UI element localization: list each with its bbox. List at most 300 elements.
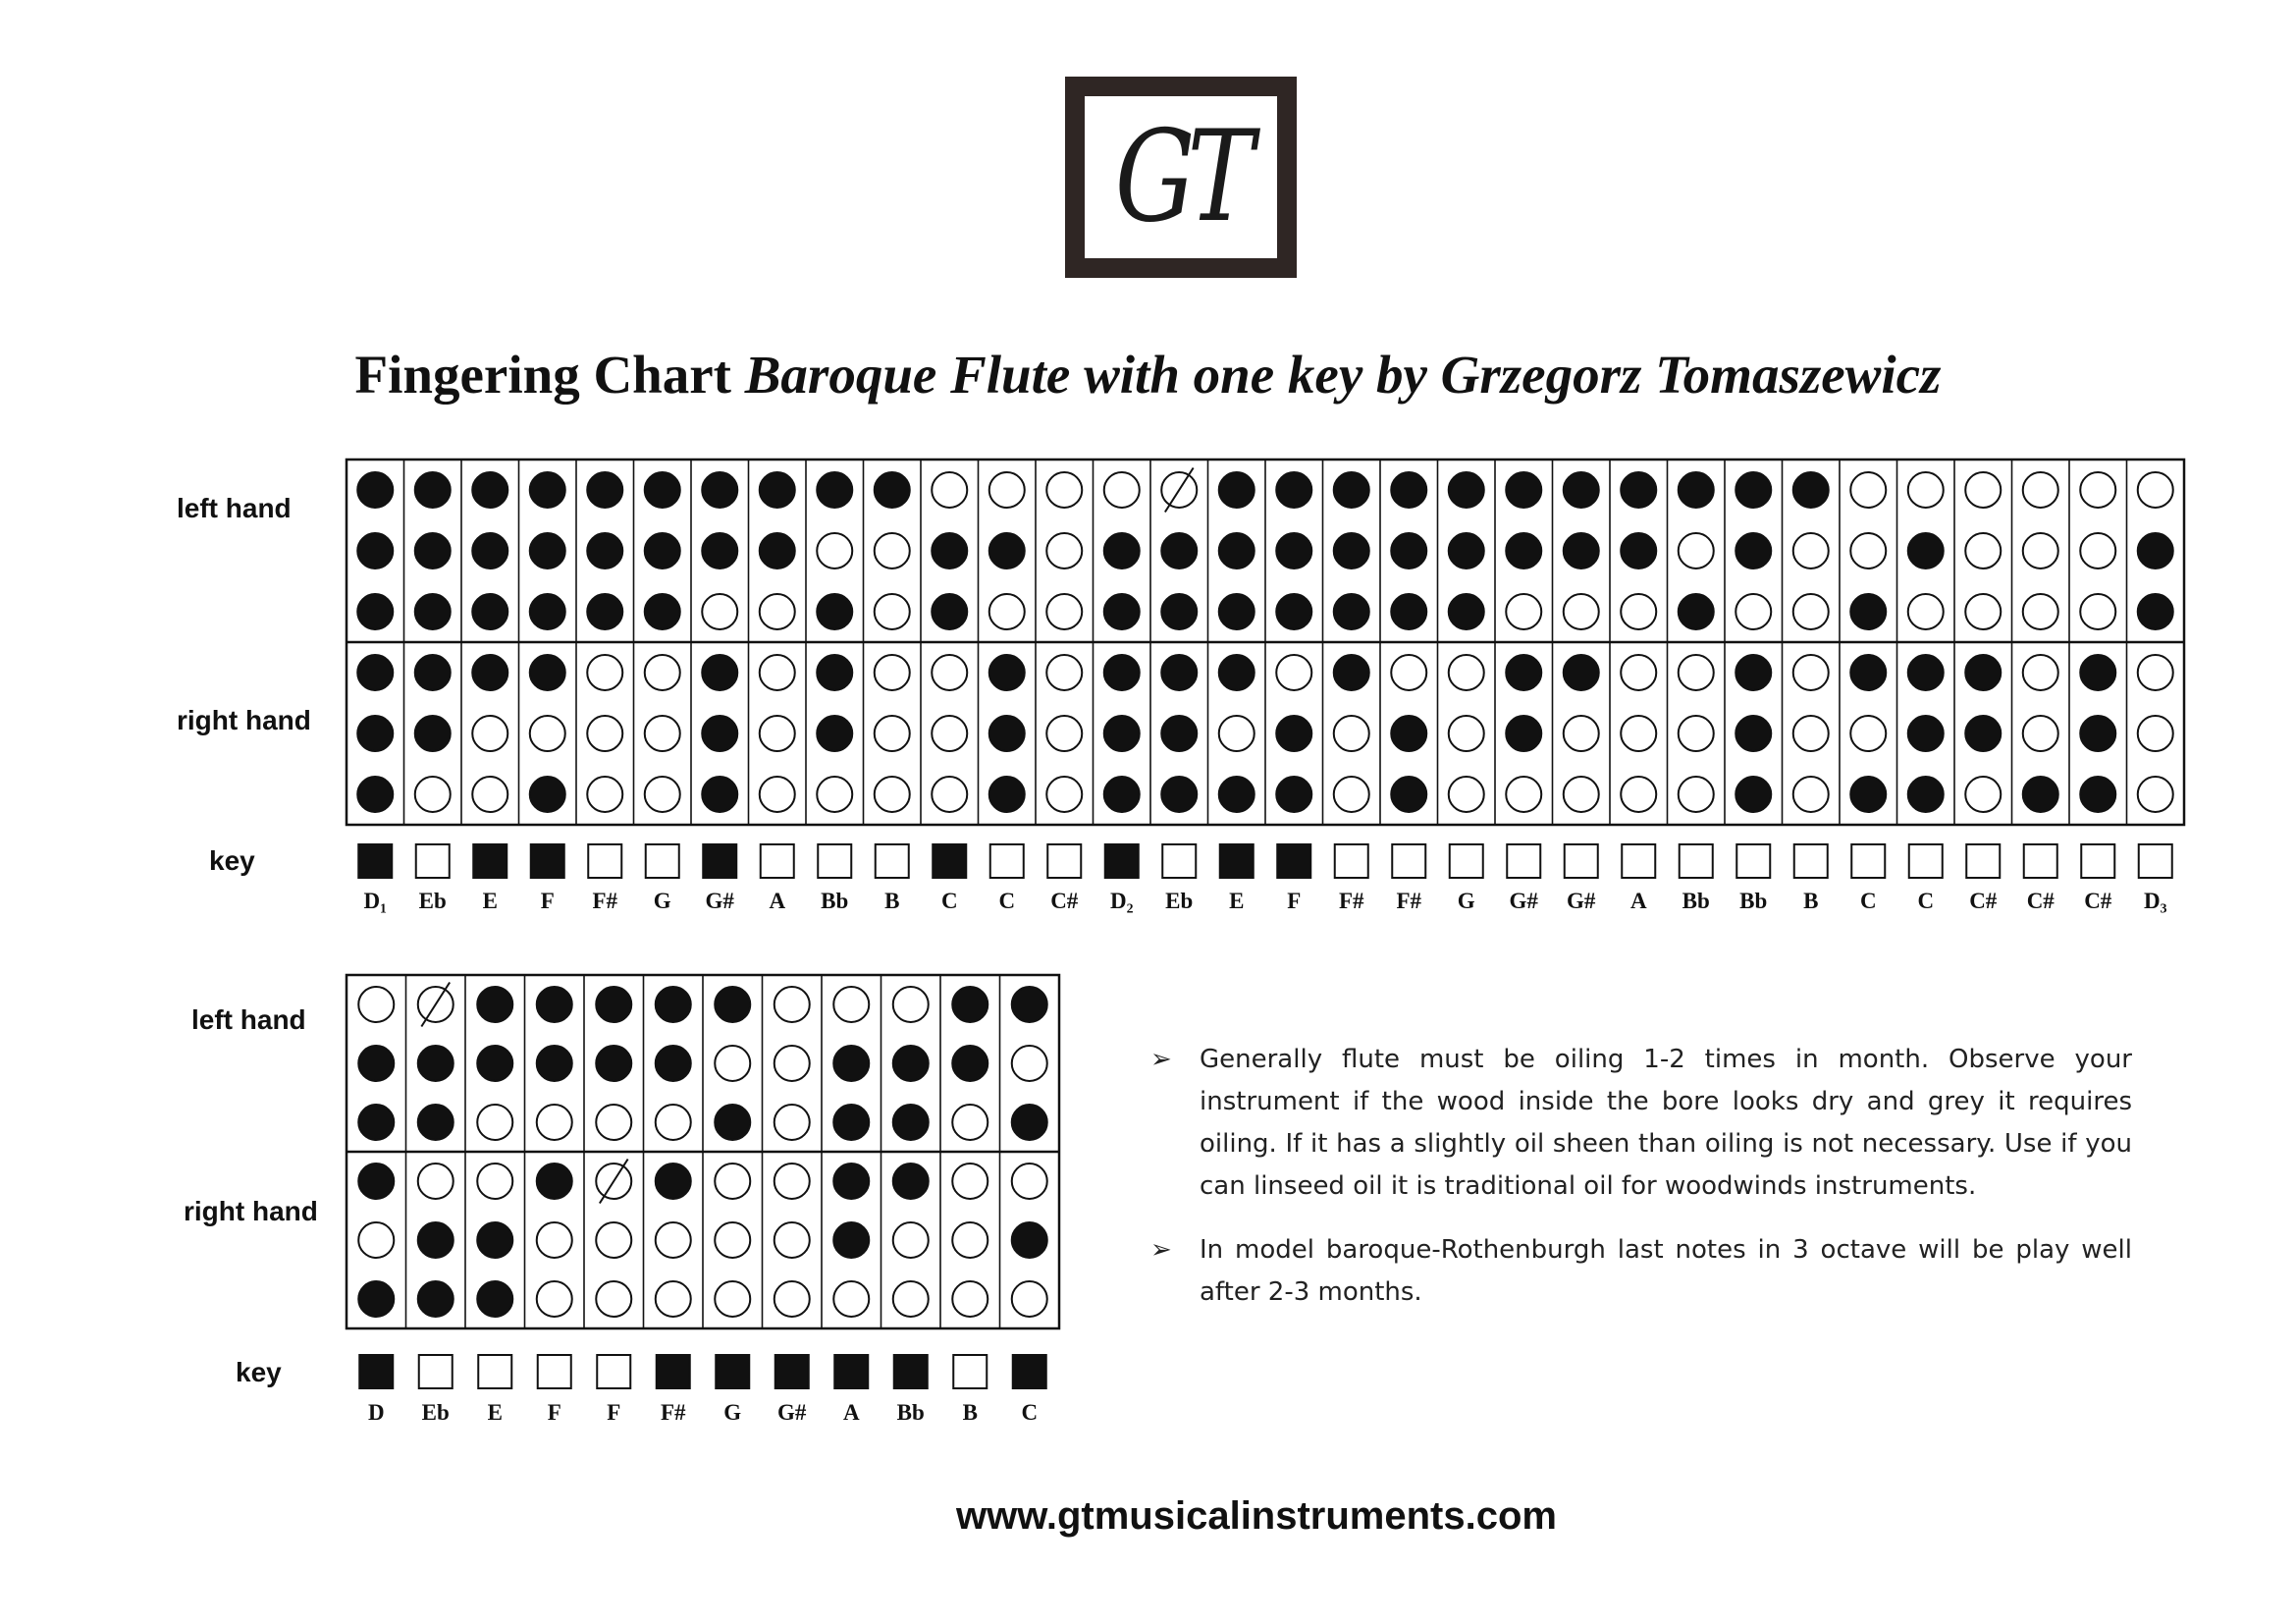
hole-closed bbox=[1161, 655, 1197, 690]
hole-closed bbox=[1276, 472, 1311, 508]
hole-closed bbox=[357, 716, 393, 751]
note-label: C bbox=[1859, 889, 1877, 913]
hole-open bbox=[715, 1222, 750, 1258]
hole-closed bbox=[358, 1105, 394, 1140]
hole-closed bbox=[1391, 716, 1426, 751]
hole-closed bbox=[596, 987, 631, 1022]
hole-open bbox=[817, 533, 852, 568]
hole-open bbox=[537, 1222, 572, 1258]
key-open bbox=[2081, 844, 2114, 878]
hole-open bbox=[2023, 472, 2058, 508]
hole-closed bbox=[1276, 594, 1311, 629]
hole-open bbox=[774, 1281, 810, 1317]
hole-open bbox=[587, 716, 622, 751]
key-open bbox=[646, 844, 679, 878]
logo-text: GT bbox=[1114, 103, 1248, 250]
hole-open bbox=[1046, 655, 1082, 690]
hole-closed bbox=[1449, 533, 1484, 568]
hole-open bbox=[1679, 716, 1714, 751]
key-open bbox=[761, 844, 794, 878]
hole-open bbox=[1276, 655, 1311, 690]
hole-closed bbox=[472, 533, 507, 568]
hole-open bbox=[1012, 1164, 1047, 1199]
hole-open bbox=[817, 777, 852, 812]
hole-closed bbox=[472, 594, 507, 629]
key-open bbox=[416, 844, 450, 878]
hole-open bbox=[2080, 594, 2115, 629]
hole-open bbox=[596, 1281, 631, 1317]
hole-closed bbox=[1735, 716, 1771, 751]
hole-open bbox=[932, 716, 967, 751]
hole-closed bbox=[418, 1105, 454, 1140]
hole-closed bbox=[989, 533, 1025, 568]
hole-closed bbox=[645, 594, 680, 629]
note-label: D bbox=[367, 1400, 385, 1425]
hole-closed bbox=[1161, 594, 1197, 629]
note-label: B bbox=[1803, 889, 1819, 913]
note-label: C# bbox=[1969, 889, 1998, 913]
note-label: Bb bbox=[896, 1400, 925, 1425]
hole-closed bbox=[530, 533, 565, 568]
hole-closed bbox=[1850, 594, 1886, 629]
hole-closed bbox=[645, 533, 680, 568]
hole-closed bbox=[2138, 533, 2173, 568]
hole-closed bbox=[1219, 777, 1255, 812]
hole-closed bbox=[477, 1222, 512, 1258]
care-notes bbox=[1150, 1039, 2132, 1335]
note-label: F bbox=[540, 889, 555, 913]
hole-open bbox=[472, 716, 507, 751]
hole-open bbox=[472, 777, 507, 812]
note-label: Eb bbox=[421, 1400, 450, 1425]
hole-open bbox=[596, 1105, 631, 1140]
hole-closed bbox=[1334, 533, 1369, 568]
note-label: D₃ bbox=[2143, 889, 2167, 913]
hole-open bbox=[893, 1222, 929, 1258]
hole-closed bbox=[530, 655, 565, 690]
hole-open bbox=[989, 472, 1025, 508]
hole-closed bbox=[833, 1222, 869, 1258]
hole-open bbox=[645, 716, 680, 751]
key-open bbox=[1966, 844, 2000, 878]
note-label: A bbox=[769, 889, 786, 913]
hole-open bbox=[875, 655, 910, 690]
key-open bbox=[990, 844, 1024, 878]
note-label: G bbox=[1457, 889, 1475, 913]
hole-closed bbox=[357, 533, 393, 568]
hole-closed bbox=[1219, 533, 1255, 568]
note-label: C# bbox=[2026, 889, 2055, 913]
key-pressed bbox=[473, 844, 507, 878]
hole-open bbox=[1621, 594, 1656, 629]
fingering-table-upper bbox=[347, 460, 2184, 913]
hole-open bbox=[1104, 472, 1140, 508]
hole-open bbox=[1793, 777, 1829, 812]
hole-closed bbox=[952, 1046, 988, 1081]
hole-open bbox=[833, 987, 869, 1022]
key-pressed bbox=[775, 1355, 809, 1388]
hole-closed bbox=[760, 533, 795, 568]
hole-closed bbox=[1679, 594, 1714, 629]
hole-open bbox=[1449, 655, 1484, 690]
key-open bbox=[1909, 844, 1943, 878]
note-label: D₂ bbox=[1109, 889, 1134, 913]
hole-closed bbox=[952, 987, 988, 1022]
hole-closed bbox=[1276, 777, 1311, 812]
hole-closed bbox=[1334, 655, 1369, 690]
hole-open bbox=[760, 777, 795, 812]
hole-half bbox=[1850, 472, 1886, 508]
hole-open bbox=[1046, 777, 1082, 812]
hole-open bbox=[1850, 533, 1886, 568]
hole-open bbox=[1965, 777, 2001, 812]
hole-open bbox=[1564, 777, 1599, 812]
hole-closed bbox=[1012, 1105, 1047, 1140]
hole-open bbox=[587, 777, 622, 812]
hole-closed bbox=[418, 1222, 454, 1258]
hole-open bbox=[1965, 533, 2001, 568]
hole-open bbox=[1679, 655, 1714, 690]
hole-open bbox=[358, 1222, 394, 1258]
key-open bbox=[597, 1355, 630, 1388]
hole-open bbox=[537, 1105, 572, 1140]
hole-closed bbox=[415, 655, 451, 690]
note-label: G# bbox=[777, 1400, 807, 1425]
hole-open bbox=[1012, 1046, 1047, 1081]
hole-open bbox=[645, 777, 680, 812]
hole-open bbox=[774, 1164, 810, 1199]
hole-open bbox=[893, 1281, 929, 1317]
hole-closed bbox=[587, 594, 622, 629]
care-note-item bbox=[1150, 1229, 2132, 1314]
hole-closed bbox=[1965, 716, 2001, 751]
hole-open bbox=[760, 716, 795, 751]
hole-open bbox=[952, 1222, 988, 1258]
hole-closed bbox=[715, 1105, 750, 1140]
hole-open bbox=[715, 1046, 750, 1081]
hole-closed bbox=[1219, 472, 1255, 508]
hole-open bbox=[1793, 594, 1829, 629]
hole-open bbox=[774, 1105, 810, 1140]
key-open bbox=[2139, 844, 2172, 878]
hole-open bbox=[2023, 655, 2058, 690]
note-label: C# bbox=[2084, 889, 2112, 913]
hole-open bbox=[1908, 594, 1944, 629]
hole-open bbox=[1046, 472, 1082, 508]
hole-closed bbox=[477, 987, 512, 1022]
note-label: G bbox=[653, 889, 671, 913]
hole-closed bbox=[1391, 533, 1426, 568]
note-label: F# bbox=[1338, 889, 1364, 913]
hole-open bbox=[952, 1281, 988, 1317]
note-label: E bbox=[487, 1400, 503, 1425]
hole-closed bbox=[1506, 533, 1541, 568]
hole-open bbox=[1334, 777, 1369, 812]
hole-closed bbox=[1391, 777, 1426, 812]
note-label: Eb bbox=[1165, 889, 1194, 913]
hole-open bbox=[875, 594, 910, 629]
hole-open bbox=[932, 472, 967, 508]
hole-closed bbox=[875, 472, 910, 508]
key-pressed bbox=[358, 844, 392, 878]
hole-open bbox=[1793, 655, 1829, 690]
hole-open bbox=[1965, 594, 2001, 629]
hole-open bbox=[358, 987, 394, 1022]
key-open bbox=[818, 844, 851, 878]
hole-open bbox=[1334, 716, 1369, 751]
hole-open bbox=[1449, 716, 1484, 751]
hole-closed bbox=[1219, 655, 1255, 690]
care-note-item bbox=[1150, 1039, 2132, 1208]
hole-closed bbox=[358, 1164, 394, 1199]
hole-closed bbox=[1449, 472, 1484, 508]
note-label: F# bbox=[592, 889, 618, 913]
hole-open bbox=[477, 1105, 512, 1140]
hole-open bbox=[1564, 716, 1599, 751]
note-label: E bbox=[1229, 889, 1245, 913]
arrow-bullet-icon: ➢ bbox=[1150, 1045, 1172, 1074]
hole-closed bbox=[537, 987, 572, 1022]
note-label: F bbox=[1287, 889, 1302, 913]
hole-closed bbox=[702, 716, 737, 751]
note-label: Bb bbox=[1682, 889, 1710, 913]
note-label: C bbox=[940, 889, 958, 913]
hole-open bbox=[875, 716, 910, 751]
hole-closed bbox=[1735, 533, 1771, 568]
key-pressed bbox=[1277, 844, 1310, 878]
key-open bbox=[588, 844, 621, 878]
hole-closed bbox=[1506, 472, 1541, 508]
hole-open bbox=[932, 655, 967, 690]
hole-open bbox=[2138, 716, 2173, 751]
note-label: C bbox=[1021, 1400, 1039, 1425]
hole-open bbox=[530, 716, 565, 751]
key-pressed bbox=[1013, 1355, 1046, 1388]
hole-closed bbox=[893, 1164, 929, 1199]
hole-open bbox=[2023, 716, 2058, 751]
hole-closed bbox=[817, 472, 852, 508]
hole-closed bbox=[358, 1281, 394, 1317]
hole-closed bbox=[357, 594, 393, 629]
hole-closed bbox=[656, 987, 691, 1022]
hole-closed bbox=[1161, 533, 1197, 568]
hole-closed bbox=[1506, 655, 1541, 690]
hole-open bbox=[760, 655, 795, 690]
note-label: F bbox=[547, 1400, 561, 1425]
hole-open bbox=[1679, 533, 1714, 568]
hole-closed bbox=[1850, 777, 1886, 812]
hole-closed bbox=[1965, 655, 2001, 690]
hole-closed bbox=[989, 655, 1025, 690]
hole-closed bbox=[1104, 533, 1140, 568]
hole-open bbox=[656, 1281, 691, 1317]
hole-closed bbox=[817, 655, 852, 690]
note-label: A bbox=[1629, 889, 1647, 913]
hole-closed bbox=[2023, 777, 2058, 812]
hole-closed bbox=[1564, 533, 1599, 568]
hole-closed bbox=[833, 1105, 869, 1140]
hole-closed bbox=[1621, 533, 1656, 568]
hole-closed bbox=[1564, 655, 1599, 690]
key-open bbox=[538, 1355, 571, 1388]
hole-closed bbox=[932, 594, 967, 629]
key-open bbox=[419, 1355, 453, 1388]
hole-closed bbox=[1104, 655, 1140, 690]
title-main: Fingering Chart bbox=[354, 345, 745, 405]
key-open bbox=[1450, 844, 1483, 878]
key-open bbox=[1851, 844, 1885, 878]
hole-closed bbox=[1850, 655, 1886, 690]
hole-open bbox=[415, 777, 451, 812]
hole-closed bbox=[357, 777, 393, 812]
hole-closed bbox=[932, 533, 967, 568]
hole-open bbox=[2138, 655, 2173, 690]
note-label: Bb bbox=[821, 889, 849, 913]
hole-closed bbox=[1104, 594, 1140, 629]
hole-open bbox=[656, 1222, 691, 1258]
arrow-bullet-icon: ➢ bbox=[1150, 1235, 1172, 1265]
hole-open bbox=[702, 594, 737, 629]
hole-closed bbox=[893, 1046, 929, 1081]
title-subtitle: Baroque Flute with one key by Grzegorz Tomaszewicz bbox=[744, 345, 1942, 405]
hole-open bbox=[952, 1105, 988, 1140]
hole-open bbox=[2023, 594, 2058, 629]
hole-closed bbox=[1793, 472, 1829, 508]
hole-closed bbox=[1012, 987, 1047, 1022]
hole-open bbox=[1621, 655, 1656, 690]
hole-open bbox=[715, 1281, 750, 1317]
note-label: Eb bbox=[418, 889, 447, 913]
hole-closed bbox=[2080, 655, 2115, 690]
key-open bbox=[1335, 844, 1368, 878]
hole-closed bbox=[1161, 777, 1197, 812]
hole-open bbox=[1506, 777, 1541, 812]
hole-closed bbox=[358, 1046, 394, 1081]
hole-closed bbox=[1012, 1222, 1047, 1258]
hole-open bbox=[1965, 472, 2001, 508]
note-label: C bbox=[998, 889, 1016, 913]
key-label-1: key bbox=[209, 845, 255, 876]
note-label: C# bbox=[1050, 889, 1079, 913]
note-label: D₁ bbox=[363, 889, 388, 913]
hole-closed bbox=[1735, 655, 1771, 690]
hole-closed bbox=[415, 472, 451, 508]
hole-closed bbox=[1735, 472, 1771, 508]
hole-closed bbox=[1621, 472, 1656, 508]
key-pressed bbox=[703, 844, 736, 878]
hole-closed bbox=[1391, 472, 1426, 508]
note-label: Bb bbox=[1739, 889, 1768, 913]
hole-closed bbox=[833, 1046, 869, 1081]
key-pressed bbox=[531, 844, 564, 878]
hole-closed bbox=[530, 472, 565, 508]
hole-closed bbox=[989, 716, 1025, 751]
key-pressed bbox=[834, 1355, 868, 1388]
key-label-2: key bbox=[236, 1357, 282, 1387]
hole-closed bbox=[530, 777, 565, 812]
hole-open bbox=[833, 1281, 869, 1317]
hole-open bbox=[774, 1222, 810, 1258]
note-label: E bbox=[482, 889, 498, 913]
note-label: F# bbox=[660, 1400, 686, 1425]
key-pressed bbox=[1105, 844, 1139, 878]
note-label: G# bbox=[705, 889, 734, 913]
right-hand-label-2: right hand bbox=[184, 1196, 318, 1226]
note-label: F# bbox=[1396, 889, 1422, 913]
key-open bbox=[1507, 844, 1540, 878]
hole-closed bbox=[1276, 533, 1311, 568]
hole-open bbox=[418, 1164, 454, 1199]
hole-closed bbox=[1506, 716, 1541, 751]
key-open bbox=[1680, 844, 1713, 878]
hole-closed bbox=[1219, 594, 1255, 629]
hole-closed bbox=[702, 472, 737, 508]
hole-closed bbox=[415, 716, 451, 751]
hole-open bbox=[1564, 594, 1599, 629]
hole-closed bbox=[587, 472, 622, 508]
hole-closed bbox=[1334, 472, 1369, 508]
note-label: C bbox=[1917, 889, 1935, 913]
hole-closed bbox=[1449, 594, 1484, 629]
hole-closed bbox=[1679, 472, 1714, 508]
hole-open bbox=[774, 1046, 810, 1081]
key-pressed bbox=[657, 1355, 690, 1388]
hole-open bbox=[774, 987, 810, 1022]
right-hand-label-1: right hand bbox=[177, 705, 311, 735]
hole-closed bbox=[1334, 594, 1369, 629]
key-open bbox=[1622, 844, 1655, 878]
hole-closed bbox=[715, 987, 750, 1022]
key-open bbox=[953, 1355, 987, 1388]
hole-closed bbox=[1276, 716, 1311, 751]
hole-closed bbox=[989, 777, 1025, 812]
hole-open bbox=[587, 655, 622, 690]
hole-open bbox=[1908, 472, 1944, 508]
hole-closed bbox=[357, 472, 393, 508]
hole-open bbox=[1679, 777, 1714, 812]
hole-closed bbox=[1104, 716, 1140, 751]
hole-open bbox=[1012, 1281, 1047, 1317]
hole-open bbox=[952, 1164, 988, 1199]
hole-closed bbox=[415, 533, 451, 568]
hole-closed bbox=[472, 472, 507, 508]
hole-open bbox=[1735, 594, 1771, 629]
hole-closed bbox=[2080, 716, 2115, 751]
hole-open bbox=[596, 1222, 631, 1258]
hole-open bbox=[1046, 594, 1082, 629]
key-open bbox=[1392, 844, 1425, 878]
hole-closed bbox=[472, 655, 507, 690]
hole-closed bbox=[656, 1164, 691, 1199]
hole-closed bbox=[1908, 533, 1944, 568]
hole-open bbox=[875, 777, 910, 812]
hole-open bbox=[477, 1164, 512, 1199]
hole-open bbox=[537, 1281, 572, 1317]
note-label: F bbox=[607, 1400, 621, 1425]
hole-closed bbox=[833, 1164, 869, 1199]
hole-closed bbox=[418, 1281, 454, 1317]
hole-open bbox=[932, 777, 967, 812]
hole-closed bbox=[477, 1046, 512, 1081]
fingering-table-lower bbox=[347, 975, 1059, 1425]
hole-open bbox=[1793, 716, 1829, 751]
hole-closed bbox=[1735, 777, 1771, 812]
hole-closed bbox=[537, 1164, 572, 1199]
hole-closed bbox=[587, 533, 622, 568]
hole-closed bbox=[2138, 594, 2173, 629]
key-open bbox=[478, 1355, 511, 1388]
hole-open bbox=[893, 987, 929, 1022]
